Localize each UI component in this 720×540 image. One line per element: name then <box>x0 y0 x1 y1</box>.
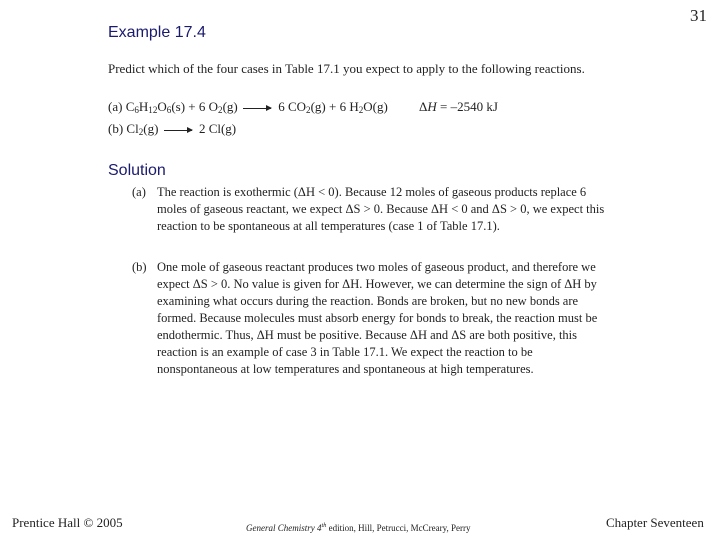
reaction-a-products: 6 $CO_2(g) + 6$ $H_2O(g)$ <box>278 99 388 115</box>
solution-part-b-text: One mole of gaseous reactant produces two moles of gaseous product, and therefore we expect ΔS > 0. No value is given for ΔH. However, we can determine the sign of ΔH by examining what occurs during the reaction. Bonds are broken, but no new bonds are formed. Because molecules must absorb energy for bonds to break, the reaction must be endothermic. Thus, ΔH must be positive. Because ΔH and ΔS are both positive, this reaction is an example of case 3 in Table 17.1. We expect the reaction to be nonspontaneous at low temperatures and spontaneous at high temperatures. <box>157 260 598 376</box>
reaction-a-reactants: $C_6H_{12}O_6(s) + 6$ $O_2(g)$ <box>125 99 238 115</box>
reaction-b-products: 2 Cl(g) <box>198 121 237 136</box>
reaction-b-reactants: $Cl_2(g)$ <box>126 121 159 137</box>
reaction-a-enthalpy: ΔH = –2540 kJ <box>419 99 498 114</box>
reaction-arrow-icon <box>243 108 271 109</box>
reaction-b-label: (b) <box>108 121 124 136</box>
footer-publisher: Prentice Hall © 2005 <box>12 515 123 530</box>
reaction-a <box>108 99 388 115</box>
solution-part-a-label: (a) <box>132 185 146 199</box>
footer-book-title: General Chemistry 4th edition, Hill, Petrucci, McCreary, Perry <box>246 522 471 533</box>
reaction-arrow-icon <box>164 130 192 131</box>
footer-chapter: Chapter Seventeen <box>606 515 704 530</box>
page-number: 31 <box>690 6 707 25</box>
solution-part-b-label: (b) <box>132 260 147 274</box>
problem-prompt: Predict which of the four cases in Table 17.1 you expect to apply to the following reactions. <box>108 61 585 76</box>
reaction-b <box>108 121 236 137</box>
reaction-a-label: (a) <box>108 99 123 114</box>
solution-part-a-text: The reaction is exothermic (ΔH < 0). Because 12 moles of gaseous products replace 6 moles of gaseous reactant, we expect ΔS > 0. Because ΔH < 0 and ΔS > 0, we expect this reaction to be spontaneous at all temperatures (case 1 of Table 17.1). <box>157 185 605 233</box>
solution-heading: Solution <box>108 162 166 179</box>
example-title: Example 17.4 <box>108 24 206 41</box>
